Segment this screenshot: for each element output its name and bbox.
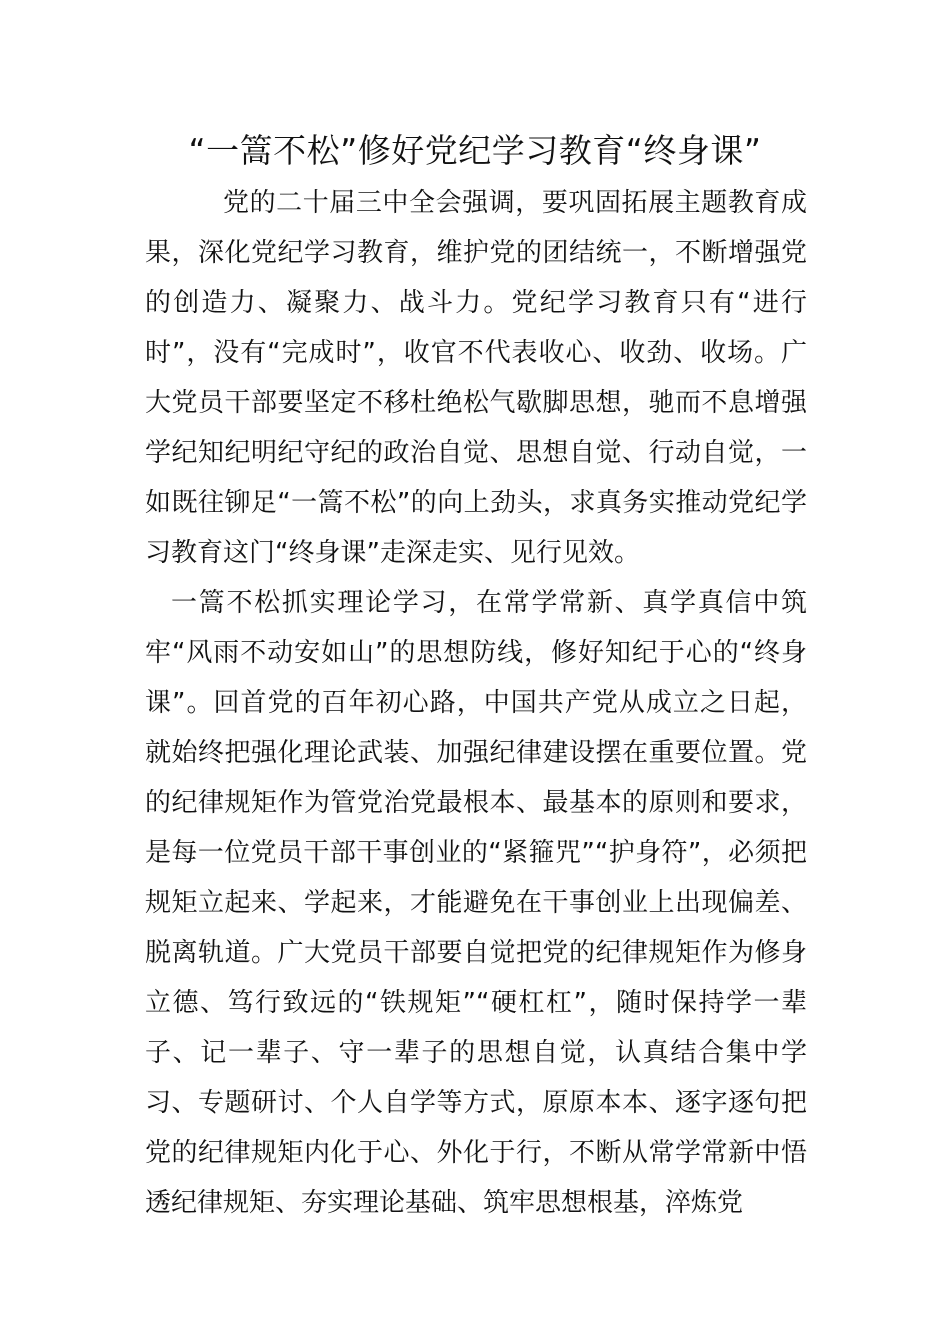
paragraph-intro: 党的二十届三中全会强调，要巩固拓展主题教育成果，深化党纪学习教育，维护党的团结统一，不断增强党的创造力、凝聚力、战斗力。党纪学习教育只有“进行时”，没有“完成时”，收官不代表收心、收劲、收场。广大党员干部要坚定不移杜绝松气歇脚思想，驰而不息增强学纪知纪明纪守纪的政治自觉、思想自觉、行动自觉，一如既往铆足“一篙不松”的向上劲头，求真务实推动党纪学习教育这门“终身课”走深走实、见行见效。	[145, 188, 807, 568]
paragraph-theory-study: 一篙不松抓实理论学习，在常学常新、真学真信中筑牢“风雨不动安如山”的思想防线，修好知纪于心的“终身课”。回首党的百年初心路，中国共产党从成立之日起，就始终把强化理论武装、加强纪律建设摆在重要位置。党的纪律规矩作为管党治党最根本、最基本的原则和要求，是每一位党员干部干事创业的“紧箍咒”“护身符”，必须把规矩立起来、学起来，才能避免在干事创业上出现偏差、脱离轨道。广大党员干部要自觉把党的纪律规矩作为修身立德、笃行致远的“铁规矩”“硬杠杠”，随时保持学一辈子、记一辈子、守一辈子的思想自觉，认真结合集中学习、专题研讨、个人自学等方式，原原本本、逐字逐句把党的纪律规矩内化于心、外化于行，不断从常学常新中悟透纪律规矩、夯实理论基础、筑牢思想根基，淬炼党	[145, 588, 807, 1218]
document-title: “一篙不松”修好党纪学习教育“终身课”	[188, 131, 762, 170]
document-body	[145, 178, 807, 1228]
